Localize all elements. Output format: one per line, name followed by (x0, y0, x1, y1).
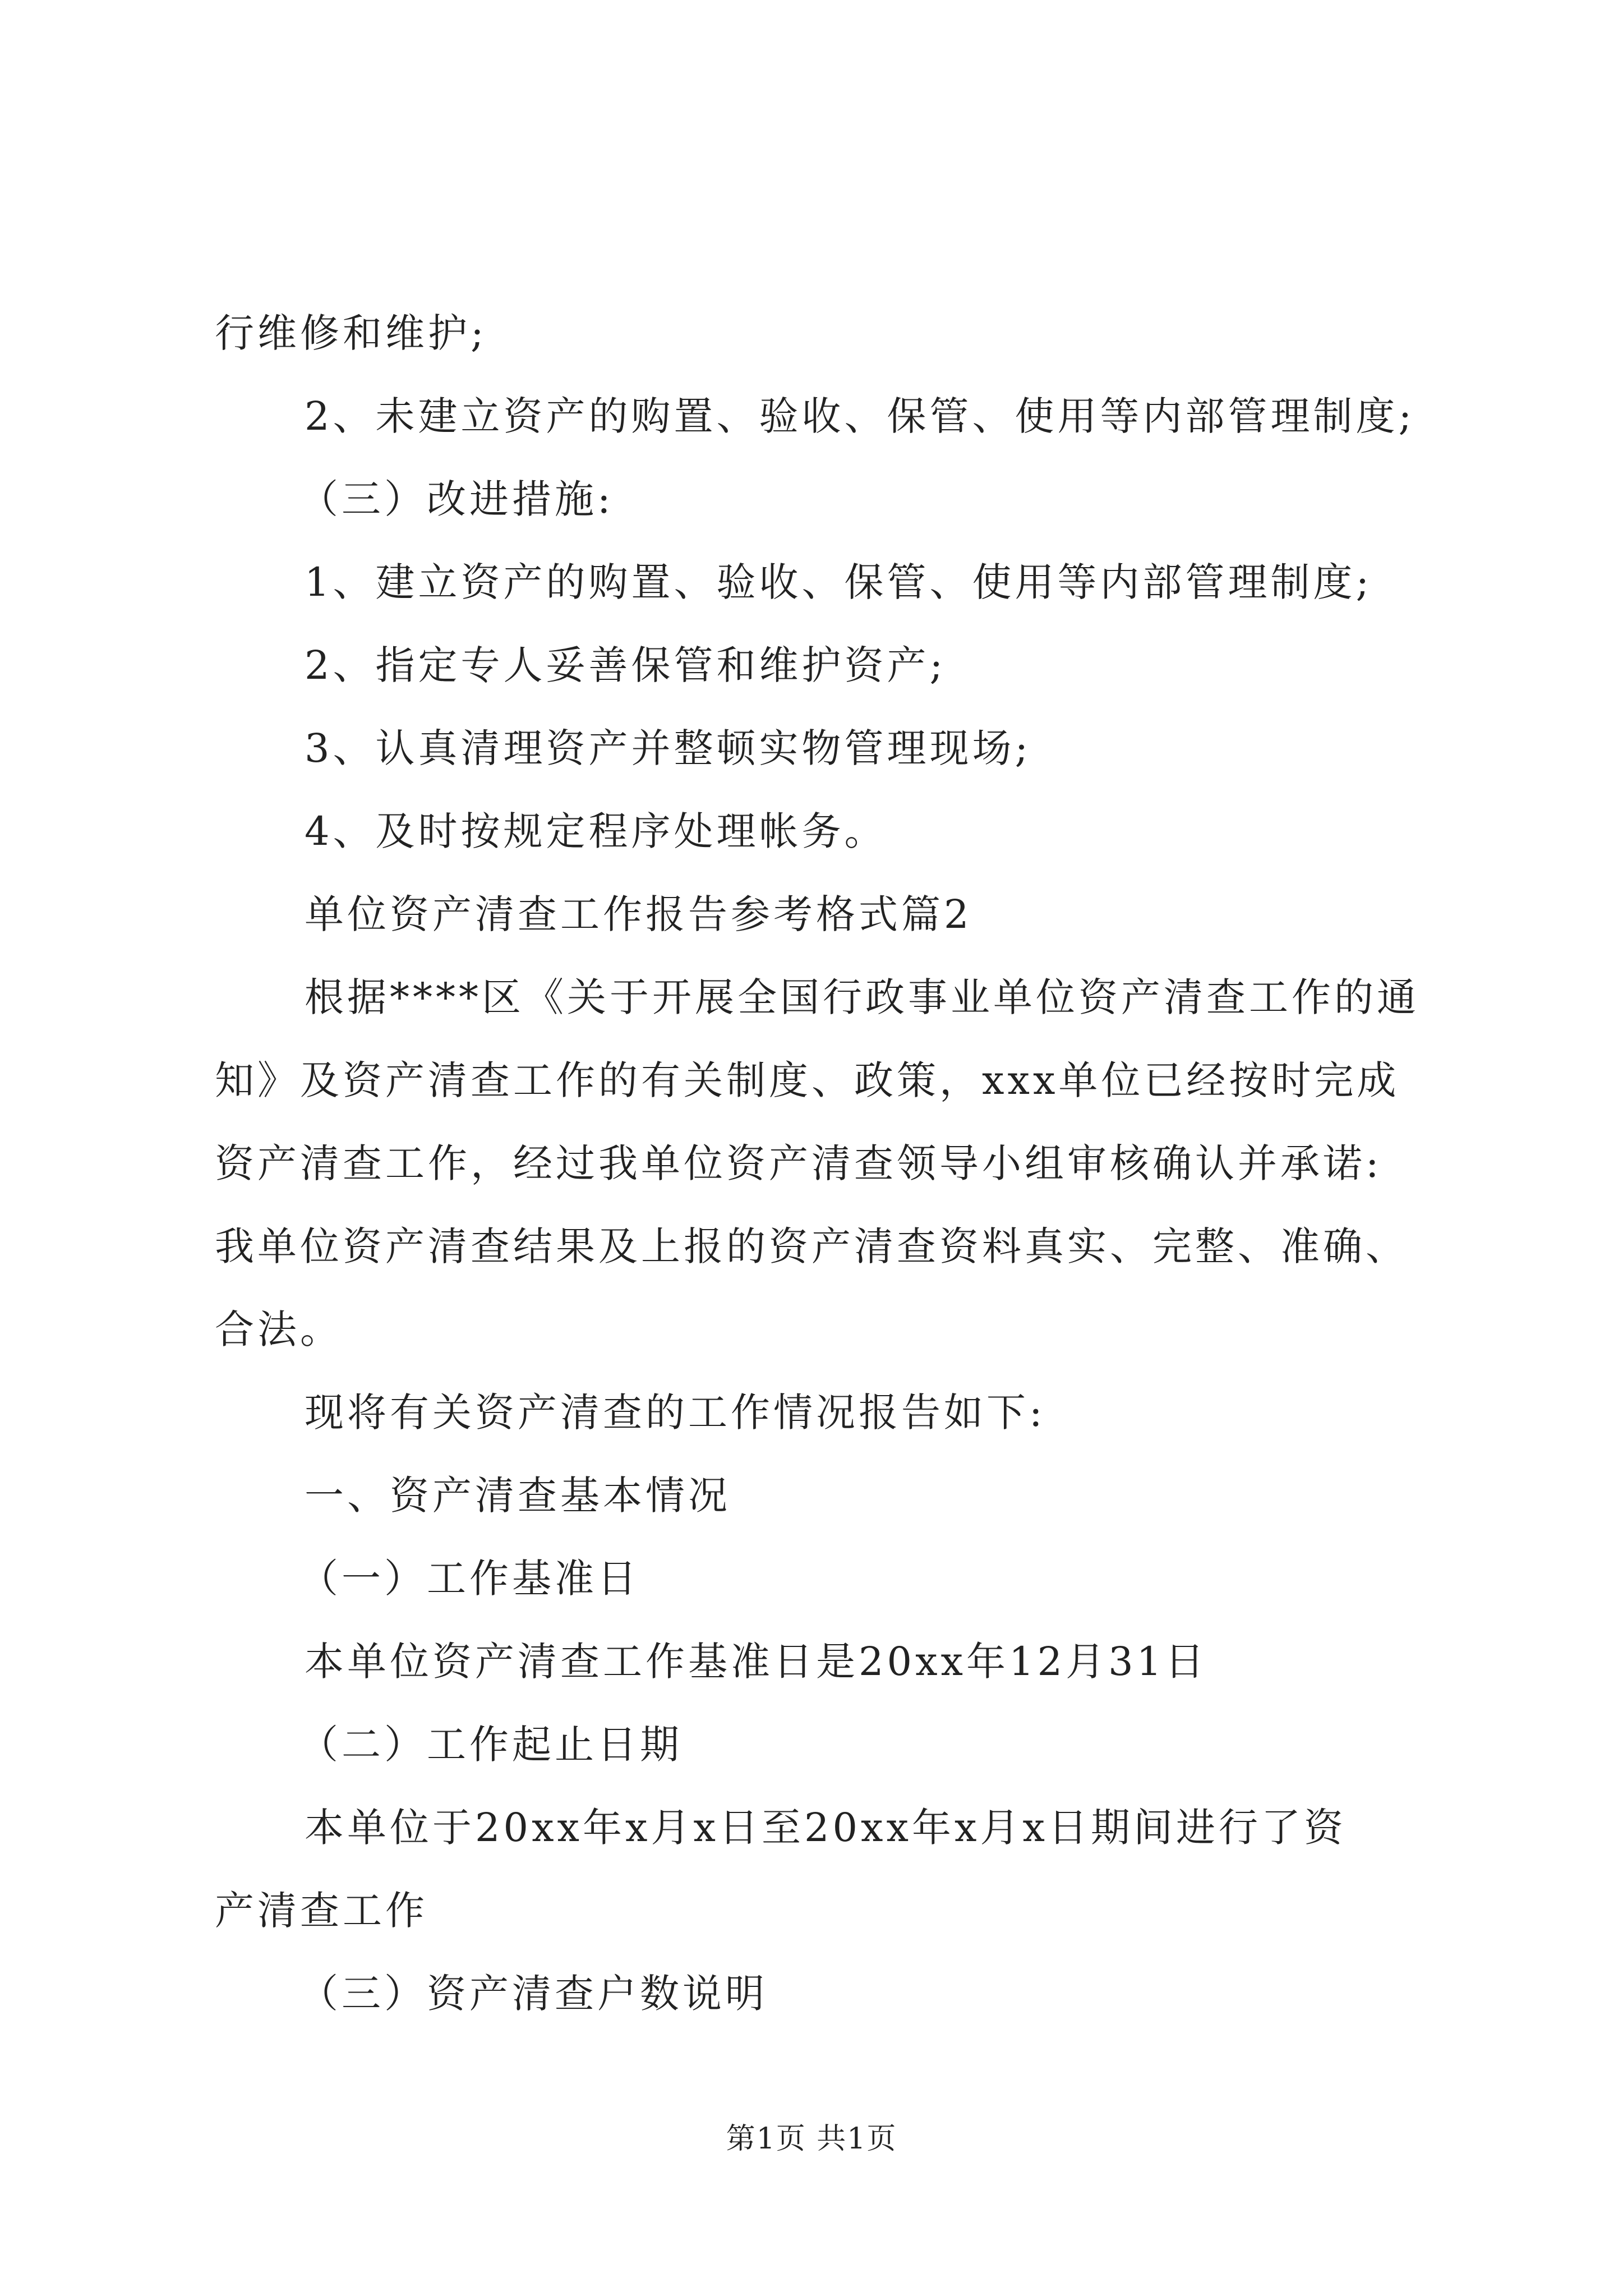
paragraph-line: 我单位资产清查结果及上报的资产清查资料真实、完整、准确、 (215, 1223, 1408, 1269)
subsection-heading: （三）资产清查户数说明 (299, 1971, 768, 2017)
section-heading: 一、资产清查基本情况 (305, 1473, 731, 1519)
paragraph-line: 产清查工作 (215, 1888, 428, 1934)
subsection-heading: （二）工作起止日期 (299, 1722, 683, 1768)
paragraph-line: 现将有关资产清查的工作情况报告如下: (305, 1389, 1046, 1435)
list-item: 3、认真清理资产并整顿实物管理现场; (305, 725, 1032, 771)
page-footer: 第1页 共1页 (726, 2122, 897, 2156)
list-item: 4、及时按规定程序处理帐务。 (305, 808, 887, 854)
paragraph-line: 2、未建立资产的购置、验收、保管、使用等内部管理制度; (305, 393, 1415, 439)
paragraph-line: 合法。 (215, 1306, 343, 1352)
section-heading: （三）改进措施: (299, 476, 614, 522)
paragraph-line: 行维修和维护; (215, 310, 487, 356)
paragraph-line: 资产清查工作，经过我单位资产清查领导小组审核确认并承诺: (215, 1140, 1382, 1186)
list-item: 2、指定专人妥善保管和维护资产; (305, 642, 947, 688)
list-item: 1、建立资产的购置、验收、保管、使用等内部管理制度; (305, 559, 1373, 605)
paragraph-line: 根据****区《关于开展全国行政事业单位资产清查工作的通 (305, 974, 1419, 1020)
article-title: 单位资产清查工作报告参考格式篇2 (305, 891, 972, 937)
paragraph-line: 知》及资产清查工作的有关制度、政策，xxx单位已经按时完成 (215, 1057, 1400, 1103)
document-body (215, 292, 1421, 2035)
paragraph-line: 本单位资产清查工作基准日是20xx年12月31日 (305, 1639, 1208, 1685)
subsection-heading: （一）工作基准日 (299, 1556, 640, 1602)
paragraph-line: 本单位于20xx年x月x日至20xx年x月x日期间进行了资 (305, 1805, 1347, 1851)
